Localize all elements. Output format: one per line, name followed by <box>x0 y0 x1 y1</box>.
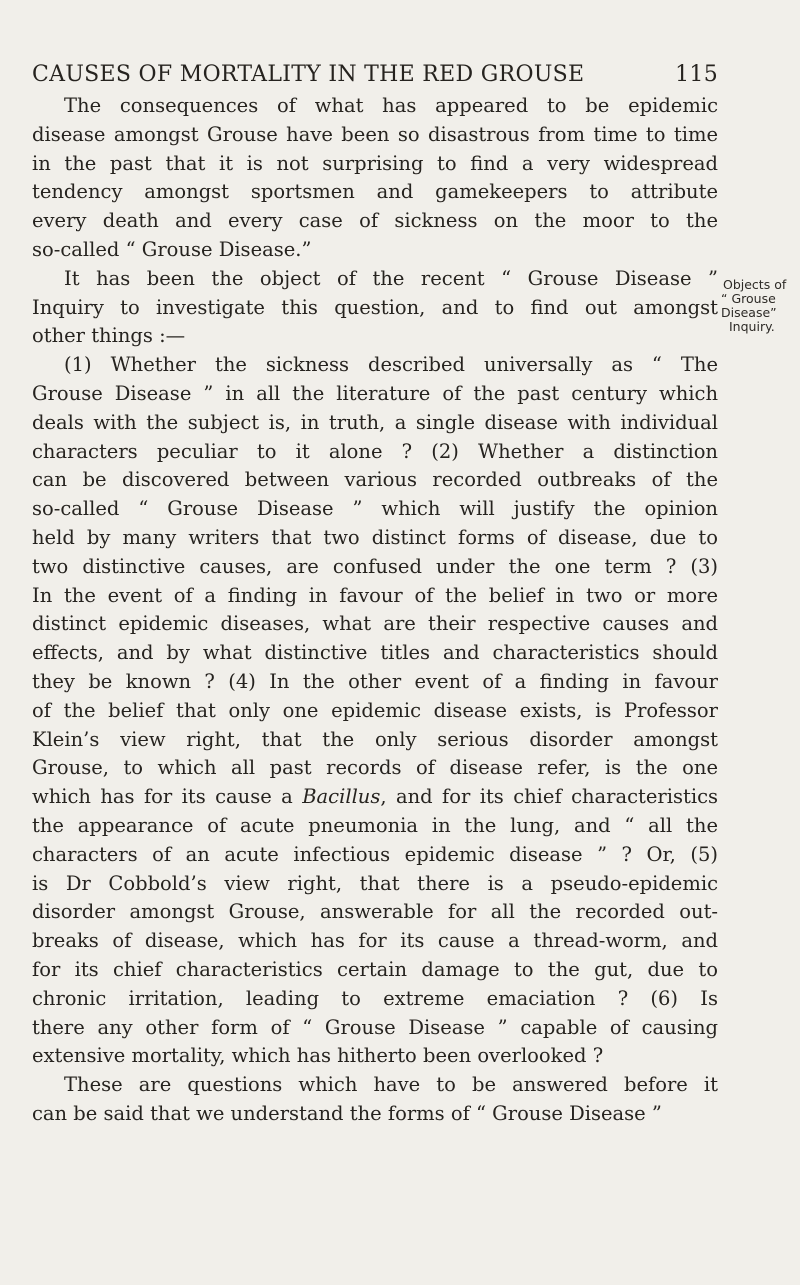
paragraph-line: disorder amongst Grouse, answerable for all the recorded out- <box>32 900 718 924</box>
paragraph-line: there any other form of “ Grouse Disease ” capable of causing <box>32 1015 718 1039</box>
paragraph-line: Grouse, to which all past records of disease refer, is the one <box>32 756 718 780</box>
paragraph-line: In the event of a finding in favour of the belief in two or more <box>32 583 718 607</box>
paragraph-line: characters of an acute infectious epidemic disease ” ? Or, (5) <box>32 842 718 866</box>
paragraph-line: Klein’s view right, that the only serious disorder amongst <box>32 727 718 751</box>
running-head-title: CAUSES OF MORTALITY IN THE RED GROUSE <box>32 62 585 87</box>
paragraph-line: in the past that it is not surprising to find a very widespread <box>32 151 718 175</box>
margin-note <box>721 278 799 334</box>
running-head <box>32 62 718 92</box>
margin-note-line: “ Grouse <box>721 291 776 306</box>
paragraph-line: two distinctive causes, are confused under the one term ? (3) <box>32 554 718 578</box>
paragraph-line: effects, and by what distinctive titles and characteristics should <box>32 641 718 665</box>
body-text <box>32 92 718 1129</box>
paragraph-line: deals with the subject is, in truth, a single disease with individual <box>32 410 718 434</box>
margin-note-line: Objects of <box>723 277 787 292</box>
paragraph-line: It has been the object of the recent “ Grouse Disease ” <box>64 266 718 290</box>
paragraph-line: Inquiry to investigate this question, and to find out amongst <box>32 295 718 319</box>
paragraph-line: other things :— <box>32 324 186 348</box>
paragraph-line: they be known ? (4) In the other event of a finding in favour <box>32 669 718 693</box>
paragraph-line: so-called “ Grouse Disease ” which will justify the opinion <box>32 497 718 521</box>
paragraph-line: extensive mortality, which has hitherto been overlooked ? <box>32 1044 604 1068</box>
paragraph-line: of the belief that only one epidemic disease exists, is Professor <box>32 698 718 722</box>
paragraph-line: distinct epidemic diseases, what are their respective causes and <box>32 612 718 636</box>
paragraph-line: Grouse Disease ” in all the literature of the past century which <box>32 381 718 405</box>
paragraph-line: disease amongst Grouse have been so disastrous from time to time <box>32 122 718 146</box>
paragraph-line: is Dr Cobbold’s view right, that there is a pseudo-epidemic <box>32 871 718 895</box>
page-number: 115 <box>675 62 718 87</box>
paragraph-line: These are questions which have to be answered before it <box>64 1073 718 1097</box>
paragraph-line: for its chief characteristics certain damage to the gut, due to <box>32 957 718 981</box>
paragraph-line: The consequences of what has appeared to be epidemic <box>64 94 718 117</box>
paragraph-line: (1) Whether the sickness described universally as “ The <box>64 353 718 377</box>
paragraph-line: characters peculiar to it alone ? (2) Whether a distinction <box>32 439 718 463</box>
margin-note-line: Inquiry. <box>729 319 775 334</box>
paragraph-line: held by many writers that two distinct forms of disease, due to <box>32 525 718 549</box>
paragraph-line: which has for its cause a Bacillus, and for its chief characteristics <box>32 785 718 809</box>
paragraph-line: can be discovered between various recorded outbreaks of the <box>32 468 718 492</box>
paragraph-line: can be said that we understand the forms of “ Grouse Disease ” <box>32 1101 662 1125</box>
margin-note-line: Disease” <box>721 305 777 320</box>
paragraph-line: tendency amongst sportsmen and gamekeepers to attribute <box>32 180 718 204</box>
paragraph-line: the appearance of acute pneumonia in the lung, and “ all the <box>32 813 718 837</box>
paragraph-line: every death and every case of sickness on the moor to the <box>32 209 718 233</box>
paragraph-line: chronic irritation, leading to extreme emaciation ? (6) Is <box>32 986 718 1010</box>
paragraph-line: so-called “ Grouse Disease.” <box>32 237 312 261</box>
italic-term: Bacillus <box>302 785 381 809</box>
paragraph-line: breaks of disease, which has for its cause a thread-worm, and <box>32 929 718 953</box>
